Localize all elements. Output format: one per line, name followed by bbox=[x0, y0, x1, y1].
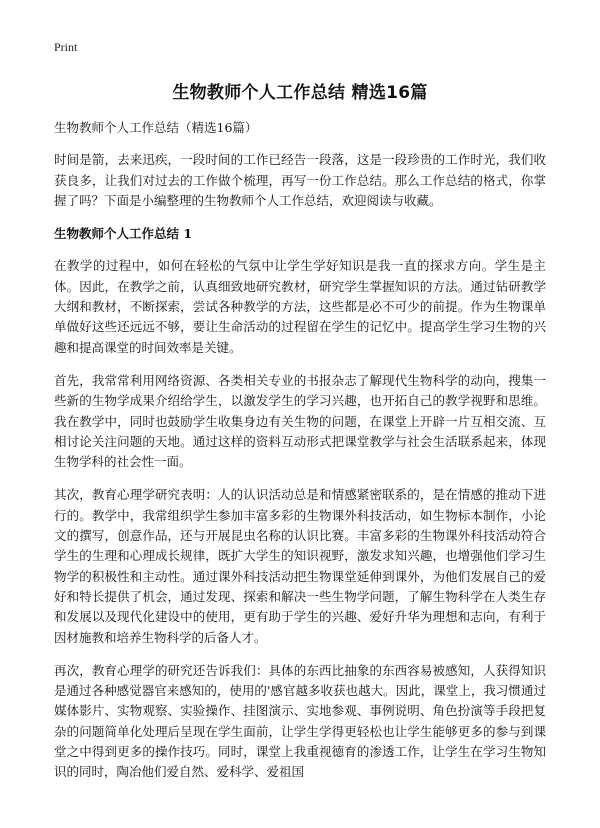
body-paragraph-3: 其次，教育心理学研究表明：人的认识活动总是和情感紧密联系的，是在情感的推动下进行的。教学中，我常组织学生参加丰富多彩的生物课外科技活动，如生物标本制作，小论文的撰写，创意作品，还与开展昆虫名称的认识比赛。丰富多彩的生物课外科技活动符合学生的生理和心理成长规律，既扩大学生的知识视野，激发求知兴趣，也增强他们学习生物学的积极性和主动性。通过课外科技活动把生物课堂延伸到课外，为他们发展自己的爱好和特长提供了机会，通过发现、探索和解决一些生物学问题，了解生物科学在人类生存和发展以及现代化建设中的使用，更有助于学生的兴趣、爱好升华为理想和志向，有利于因材施教和培养生物科学的后备人才。 bbox=[54, 487, 546, 645]
section-heading: 生物教师个人工作总结 1 bbox=[54, 226, 193, 242]
body-paragraph-1: 在教学的过程中，如何在轻松的气氛中让学生学好知识是我一直的探求方向。学生是主体。因此，在教学之前，认真细致地研究教材，研究学生掌握知识的方法。通过钻研教学大纲和教材，不断探索，尝试各种教学的方法，这些都是必不可少的前提。作为生物课单单做好这些还远远不够，要让生命活动的过程留在学生的记忆中。提高学生学习生物的兴趣和提高课堂的时间效率是关键。 bbox=[54, 258, 546, 355]
print-link[interactable]: Print bbox=[54, 40, 78, 54]
document-title: 生物教师个人工作总结 精选16篇 bbox=[172, 83, 428, 103]
document-subtitle: 生物教师个人工作总结（精选16篇） bbox=[54, 120, 258, 135]
intro-paragraph: 时间是箭，去来迅疾，一段时间的工作已经告一段落，这是一段珍贵的工作时光，我们收获良多，让我们对过去的工作做个梳理，再写一份工作总结。那么工作总结的格式，你掌握了吗？下面是小编整理的生物教师个人工作总结，欢迎阅读与收藏。 bbox=[54, 152, 546, 208]
body-paragraph-2: 首先，我常常利用网络资源、各类相关专业的书报杂志了解现代生物科学的动向，搜集一些新的生物学成果介绍给学生，以激发学生的学习兴趣，也开拓自己的教学视野和思维。我在教学中，同时也鼓励学生收集身边有关生物的问题，在课堂上开辟一片互相交流、互相讨论关注问题的天地。通过这样的资料互动形式把课堂教学与社会生活联系起来，体现生物学科的社会性一面。 bbox=[54, 372, 546, 470]
document-body bbox=[54, 118, 546, 796]
body-paragraph-4: 再次，教育心理学的研究还告诉我们：具体的东西比抽象的东西容易被感知，人获得知识是通过各种感觉器官来感知的，使用的'感官越多收获也越大。因此，课堂上，我习惯通过媒体影片、实物观察、实验操作、挂图演示、实地参观、事例说明、角色扮演等手段把复杂的问题简单化处理后呈现在学生面前，让学生学得更轻松也让学生能够更多的参与到课堂之中得到更多的操作技巧。同时，课堂上我重视德育的渗透工作，让学生在学习生物知识的同时，陶冶他们爱自然、爱科学、爱祖国 bbox=[54, 662, 546, 780]
